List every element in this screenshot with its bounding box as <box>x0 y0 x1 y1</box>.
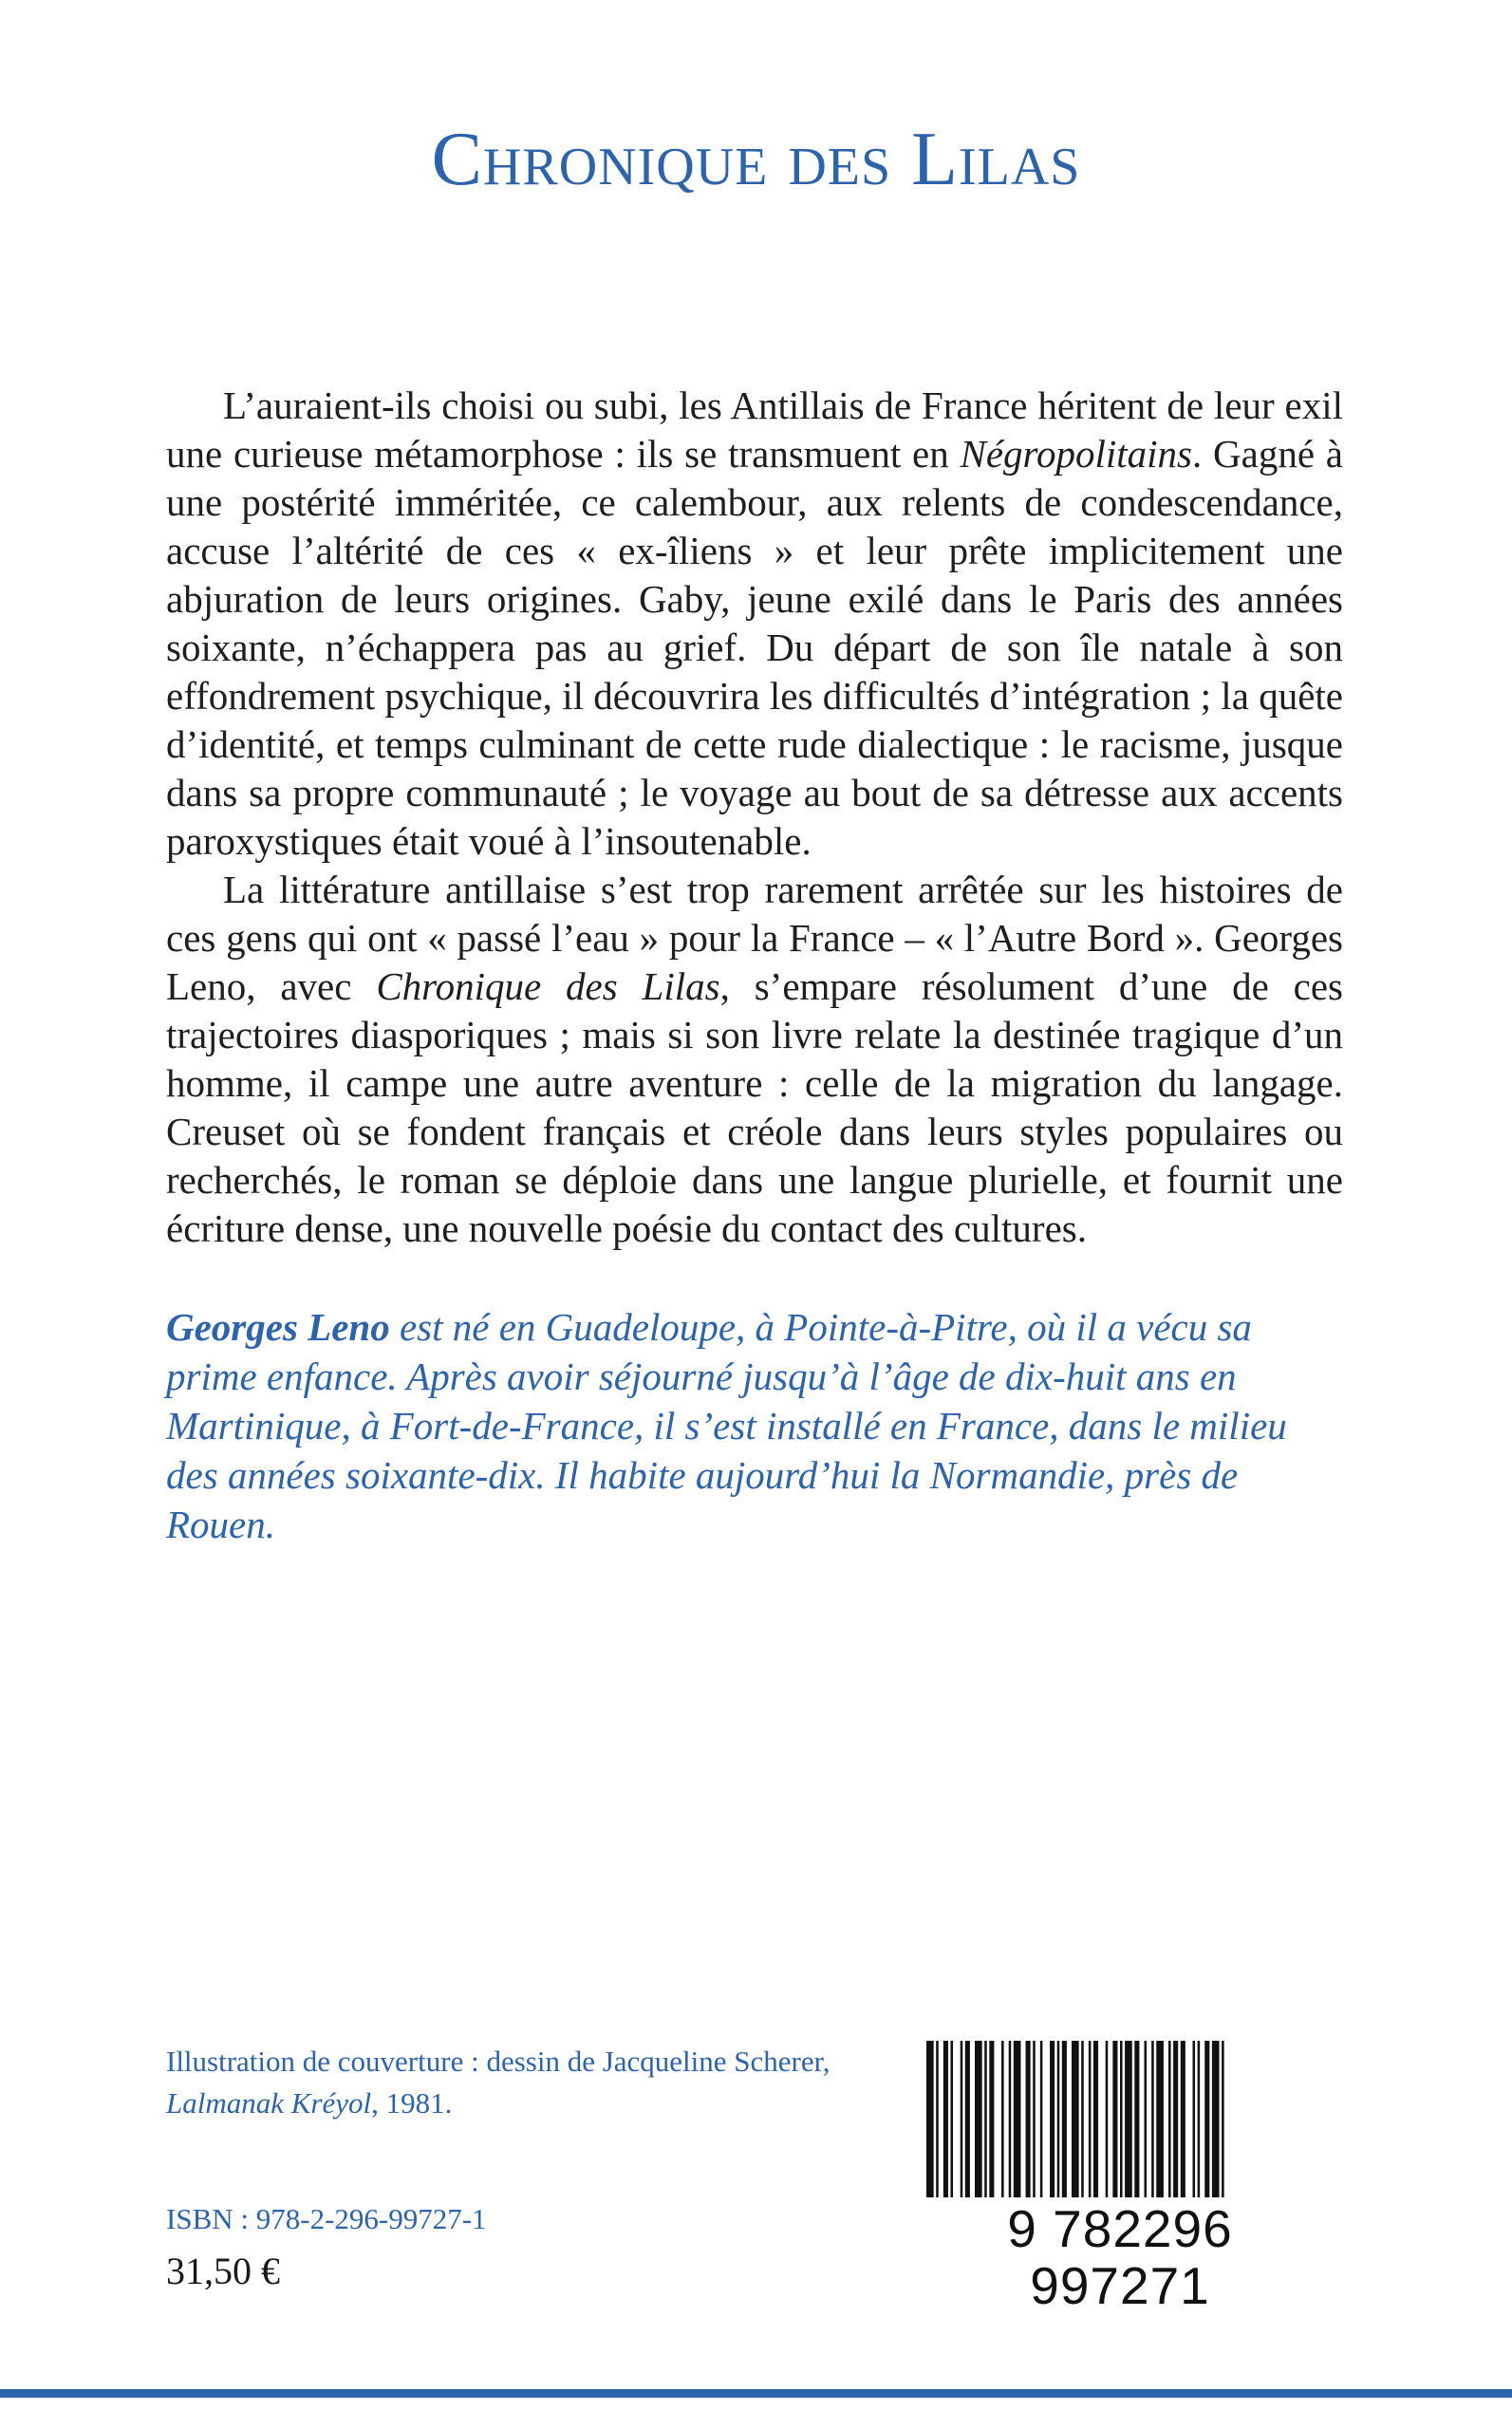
author-bio: Georges Leno est né en Guadeloupe, à Pointe-à-Pitre, où il a vécu sa prime enfance. Après avoir séjourné jusqu’à l’âge de dix-huit ans en Martinique, à Fort-de-France, il s’est installé en France, dans le milieu des années soixante-dix. Il habite aujourd’hui la Normandie, près de Rouen. <box>166 1305 1287 1546</box>
bottom-rule <box>0 2389 1512 2398</box>
synopsis-paragraph-1: L’auraient-ils choisi ou subi, les Antillais de France héritent de leur exil une curieuse métamorphose : ils se transmuent en Négropolitains. Gagné à une postérité imméritée, ce calembour, aux relents de condescendance, accuse l’altérité de ces « ex-îliens » et leur prête implicitement une abjuration de leurs origines. Gaby, jeune exilé dans le Paris des années soixante, n’échappera pas au grief. Du départ de son île natale à son effondrement psychique, il découvrira les difficultés d’intégration ; la quête d’identité, et temps culminant de cette rude dialectique : le racisme, jusque dans sa propre communauté ; le voyage au bout de sa détresse aux accents paroxystiques était voué à l’insoutenable. <box>166 383 1343 863</box>
synopsis <box>166 382 1343 1253</box>
barcode-digits: 9 782296 997271 <box>1007 2199 1233 2315</box>
synopsis-paragraph-2: La littérature antillaise s’est trop rarement arrêtée sur les histoires de ces gens qui ont « passé l’eau » pour la France – « l’Autre Bord ». Georges Leno, avec Chronique des Lilas, s’empare résolument d’une de ces trajectoires diasporiques ; mais si son livre relate la destinée tragique d’un homme, il campe une autre aventure : celle de la migration du langage. Creuset où se fondent français et créole dans leurs styles populaires ou recherchés, le roman se déploie dans une langue plurielle, et fournit une écriture dense, une nouvelle poésie du contact des cultures. <box>166 868 1343 1250</box>
barcode-bars <box>921 2041 1319 2197</box>
author-name: Georges Leno <box>166 1305 390 1349</box>
isbn: ISBN : 978-2-296-99727-1 <box>166 2202 487 2235</box>
illustration-credits: Illustration de couverture : dessin de Jacqueline Scherer, Lalmanak Kréyol, 1981. <box>166 2045 831 2120</box>
price: 31,50 € <box>166 2250 280 2292</box>
book-title: Chronique des Lilas <box>431 118 1081 201</box>
